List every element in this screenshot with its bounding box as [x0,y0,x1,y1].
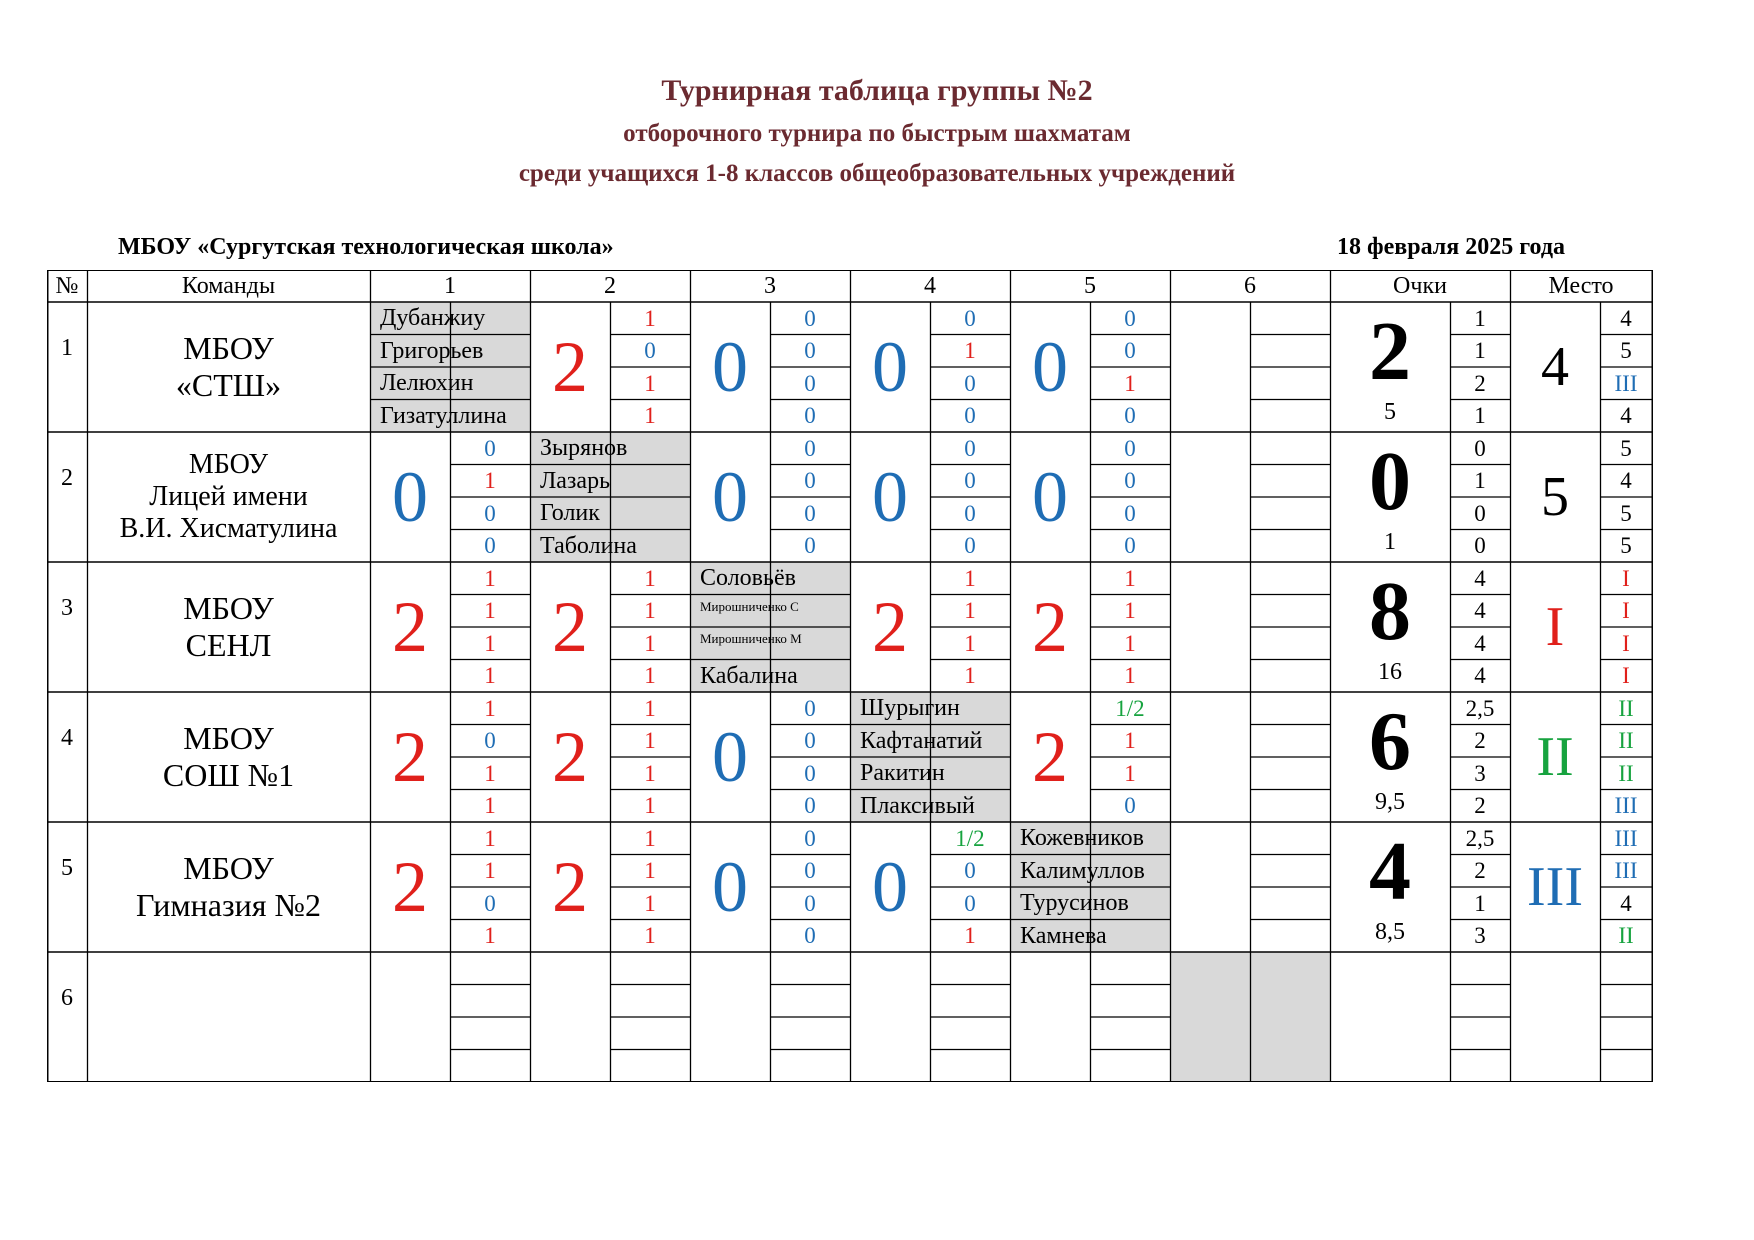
points-total: 8 [1369,565,1411,658]
board-result: 0 [484,890,496,916]
match-score: 2 [552,717,588,797]
board-result: 0 [804,858,816,884]
team-name-line: Гимназия №2 [136,887,321,923]
board-result: 0 [804,338,816,364]
board-result: 1 [644,598,656,624]
team-number: 6 [61,985,73,1011]
board-result: 1 [1124,663,1136,689]
header-opponent-5: 5 [1084,273,1096,299]
points-board-sum: 8,5 [1375,919,1405,945]
board-place: II [1618,923,1634,949]
board-result: 1 [644,663,656,689]
board-result: 1 [1124,598,1136,624]
points-total: 2 [1369,305,1411,398]
board-place: 4 [1620,305,1632,331]
board-points: 0 [1474,500,1486,526]
board-result: 0 [804,728,816,754]
team-name-line: МБОУ [183,850,274,887]
board-result: 1 [644,858,656,884]
team-number: 5 [61,855,73,881]
board-place: II [1618,728,1634,754]
player-name: Таболина [530,530,690,563]
board-result: 1 [1124,565,1136,591]
board-result: 1/2 [1115,695,1145,721]
venue-label: МБОУ «Сургутская технологическая школа» [118,234,614,260]
team-place: 4 [1541,336,1569,398]
player-name: Кабалина [690,660,850,693]
board-result: 0 [804,825,816,851]
board-place: I [1622,630,1630,656]
board-points: 4 [1474,630,1486,656]
player-name: Плаксивый [850,790,1010,823]
header-opponent-2: 2 [604,273,616,299]
match-score: 2 [392,587,428,667]
board-result: 0 [1124,500,1136,526]
board-points: 2,5 [1465,695,1495,721]
board-result: 1 [644,890,656,916]
header-opponent-1: 1 [444,273,456,299]
team-place: II [1536,726,1574,788]
team-number: 3 [61,595,73,621]
player-name: Лазарь [530,465,690,498]
board-result: 1 [1124,630,1136,656]
points-board-sum: 16 [1378,659,1402,685]
board-result: 0 [964,500,976,526]
team-name-line: СЕНЛ [185,627,272,663]
team-number: 4 [61,725,73,751]
player-name: Мирошниченко М [690,627,850,660]
board-result: 0 [804,760,816,786]
board-points: 4 [1474,663,1486,689]
board-result: 0 [964,890,976,916]
board-points: 2 [1474,728,1486,754]
board-place: III [1614,825,1638,851]
board-points: 2 [1474,370,1486,396]
page-subtitle-2: среди учащихся 1-8 классов общеобразовательных учреждений [518,160,1236,187]
header-place: Место [1548,273,1614,299]
board-place: 4 [1620,403,1632,429]
table-grid-lines [47,270,1653,1082]
team-place: 5 [1541,466,1569,528]
board-points: 3 [1474,923,1486,949]
board-place: II [1618,760,1634,786]
player-name: Кожевников [1010,822,1170,855]
board-place: I [1622,565,1630,591]
board-result: 1 [1124,370,1136,396]
match-score: 2 [392,717,428,797]
board-place: I [1622,598,1630,624]
points-board-sum: 9,5 [1375,789,1405,815]
board-result: 1 [644,370,656,396]
player-name: Камнева [1010,920,1170,953]
board-result: 1 [484,793,496,819]
player-name: Григорьев [370,335,530,368]
board-result: 1 [644,565,656,591]
match-score: 2 [392,847,428,927]
match-score: 2 [552,327,588,407]
board-place: III [1614,793,1638,819]
player-name: Лелюхин [370,367,530,400]
board-result: 0 [484,435,496,461]
board-result: 1 [484,858,496,884]
board-points: 3 [1474,760,1486,786]
board-result: 0 [1124,533,1136,559]
team-name-line: Лицей имени [149,480,308,512]
board-result: 0 [644,338,656,364]
board-result: 1 [484,760,496,786]
board-result: 0 [1124,403,1136,429]
board-result: 0 [964,858,976,884]
header-opponent-3: 3 [764,273,776,299]
board-place: 4 [1620,468,1632,494]
team-place: III [1527,856,1583,918]
player-name: Голик [530,497,690,530]
board-result: 0 [804,890,816,916]
board-points: 1 [1474,468,1486,494]
header-no: № [55,273,79,299]
board-place: II [1618,695,1634,721]
board-points: 4 [1474,565,1486,591]
board-result: 1 [484,565,496,591]
points-total: 4 [1369,825,1411,918]
board-points: 4 [1474,598,1486,624]
player-name: Мирошниченко С [690,595,850,628]
header-teams: Команды [181,273,276,299]
board-result: 1 [644,305,656,331]
board-result: 1 [484,825,496,851]
board-result: 0 [964,468,976,494]
board-points: 2 [1474,793,1486,819]
board-result: 0 [804,370,816,396]
page-subtitle: отборочного турнира по быстрым шахматам [623,120,1131,147]
player-name: Шурыгин [850,692,1010,725]
page-title: Турнирная таблица группы №2 [661,74,1093,107]
board-result: 0 [804,793,816,819]
board-result: 0 [804,923,816,949]
match-score: 0 [392,457,428,537]
match-score: 0 [1032,327,1068,407]
board-result: 0 [484,533,496,559]
team-place: I [1545,596,1565,658]
board-result: 1 [484,598,496,624]
team-name-line: В.И. Хисматулина [119,513,338,545]
match-score: 2 [872,587,908,667]
match-score: 2 [1032,587,1068,667]
board-points: 2,5 [1465,825,1495,851]
board-result: 0 [804,403,816,429]
board-place: 4 [1620,890,1632,916]
board-place: 5 [1620,338,1632,364]
match-score: 0 [712,327,748,407]
board-result: 0 [1124,468,1136,494]
board-result: 0 [1124,305,1136,331]
points-total: 6 [1369,695,1411,788]
player-name: Турусинов [1010,887,1170,920]
board-result: 1 [484,663,496,689]
board-result: 1 [964,630,976,656]
board-points: 1 [1474,305,1486,331]
board-result: 0 [1124,435,1136,461]
board-points: 0 [1474,435,1486,461]
header-points: Очки [1393,273,1447,299]
player-name: Кафтанатий [850,725,1010,758]
player-name: Гизатуллина [370,400,530,433]
points-board-sum: 5 [1384,399,1396,425]
board-result: 0 [964,435,976,461]
team-number: 1 [61,335,73,361]
board-result: 0 [964,305,976,331]
board-result: 0 [804,500,816,526]
match-score: 0 [1032,457,1068,537]
board-result: 0 [964,533,976,559]
board-result: 1 [484,468,496,494]
match-score: 0 [712,717,748,797]
board-points: 0 [1474,533,1486,559]
board-result: 0 [804,305,816,331]
board-result: 0 [804,435,816,461]
board-result: 0 [964,370,976,396]
team-name-line: СОШ №1 [162,757,295,793]
player-name: Соловьёв [690,562,850,595]
team-name-line: МБОУ [183,590,274,627]
board-result: 1 [1124,728,1136,754]
board-result: 1/2 [955,825,985,851]
match-score: 0 [712,457,748,537]
header-opponent-6: 6 [1244,273,1256,299]
board-place: III [1614,370,1638,396]
points-board-sum: 1 [1384,529,1396,555]
board-result: 0 [804,468,816,494]
board-result: 1 [964,338,976,364]
board-place: 5 [1620,500,1632,526]
match-score: 0 [872,847,908,927]
match-score: 0 [872,327,908,407]
team-name-line: «СТШ» [175,367,282,403]
match-score: 2 [552,587,588,667]
board-result: 1 [644,793,656,819]
board-result: 1 [964,923,976,949]
board-result: 1 [644,760,656,786]
board-place: III [1614,858,1638,884]
team-name-line: МБОУ [183,330,274,367]
board-result: 1 [964,598,976,624]
board-result: 0 [484,500,496,526]
board-result: 1 [484,923,496,949]
board-result: 1 [644,923,656,949]
board-result: 1 [964,663,976,689]
board-result: 0 [484,728,496,754]
board-place: 5 [1620,533,1632,559]
date-label: 18 февраля 2025 года [1337,234,1565,260]
board-result: 1 [1124,760,1136,786]
board-result: 1 [644,695,656,721]
board-result: 0 [964,403,976,429]
board-result: 1 [644,403,656,429]
team-name-line: МБОУ [188,448,269,480]
board-points: 1 [1474,403,1486,429]
board-result: 1 [484,695,496,721]
board-points: 1 [1474,338,1486,364]
team-name-line: МБОУ [183,720,274,757]
player-name: Ракитин [850,757,1010,790]
board-result: 0 [804,695,816,721]
player-name: Зырянов [530,432,690,465]
match-score: 0 [712,847,748,927]
board-result: 0 [1124,793,1136,819]
board-place: I [1622,663,1630,689]
board-result: 1 [644,825,656,851]
points-total: 0 [1369,435,1411,528]
board-result: 1 [644,728,656,754]
board-result: 1 [644,630,656,656]
board-result: 0 [1124,338,1136,364]
player-name: Дубанжиу [370,302,530,335]
board-points: 2 [1474,858,1486,884]
board-result: 1 [964,565,976,591]
match-score: 2 [552,847,588,927]
team-number: 2 [61,465,73,491]
match-score: 2 [1032,717,1068,797]
header-opponent-4: 4 [924,273,936,299]
board-result: 1 [484,630,496,656]
player-name: Калимуллов [1010,855,1170,888]
board-place: 5 [1620,435,1632,461]
match-score: 0 [872,457,908,537]
board-result: 0 [804,533,816,559]
board-points: 1 [1474,890,1486,916]
